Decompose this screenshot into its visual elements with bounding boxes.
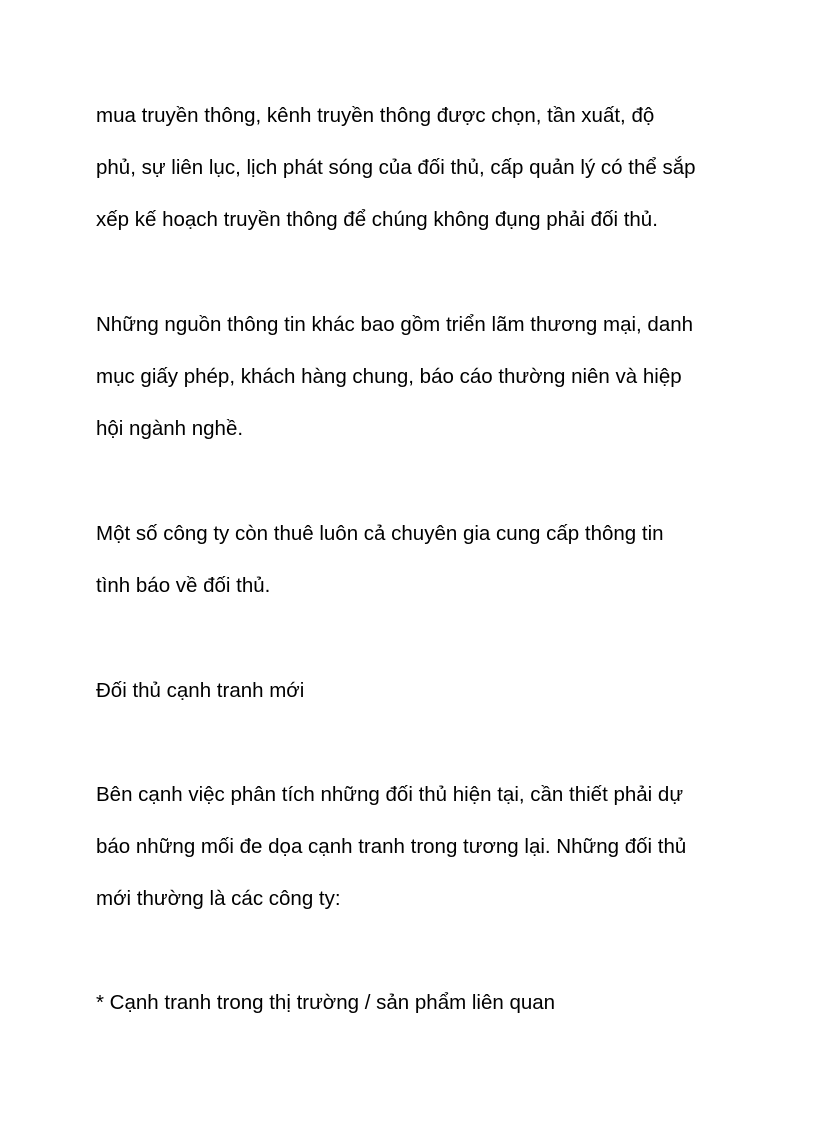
text-line: mới thường là các công ty:	[96, 887, 341, 910]
text-line: tình báo về đối thủ.	[96, 574, 271, 597]
bullet-item: * Cạnh tranh trong thị trường / sản phẩm liên quan	[96, 991, 556, 1014]
section-heading: Đối thủ cạnh tranh mới	[96, 679, 305, 702]
text-line: mua truyền thông, kênh truyền thông được chọn, tần xuất, độ	[96, 104, 655, 127]
text-line: mục giấy phép, khách hàng chung, báo cáo thường niên và hiệp	[96, 365, 682, 388]
text-line: xếp kế hoạch truyền thông để chúng không đụng phải đối thủ.	[96, 208, 658, 231]
text-line: hội ngành nghề.	[96, 417, 244, 440]
text-line: báo những mối đe dọa cạnh tranh trong tương lại. Những đối thủ	[96, 835, 687, 858]
text-line: Những nguồn thông tin khác bao gồm triển lãm thương mại, danh	[96, 313, 694, 336]
text-line: phủ, sự liên lục, lịch phát sóng của đối thủ, cấp quản lý có thể sắp	[96, 156, 696, 179]
text-line: Bên cạnh việc phân tích những đối thủ hiện tại, cần thiết phải dự	[96, 783, 684, 806]
text-line: Một số công ty còn thuê luôn cả chuyên gia cung cấp thông tin	[96, 522, 664, 545]
